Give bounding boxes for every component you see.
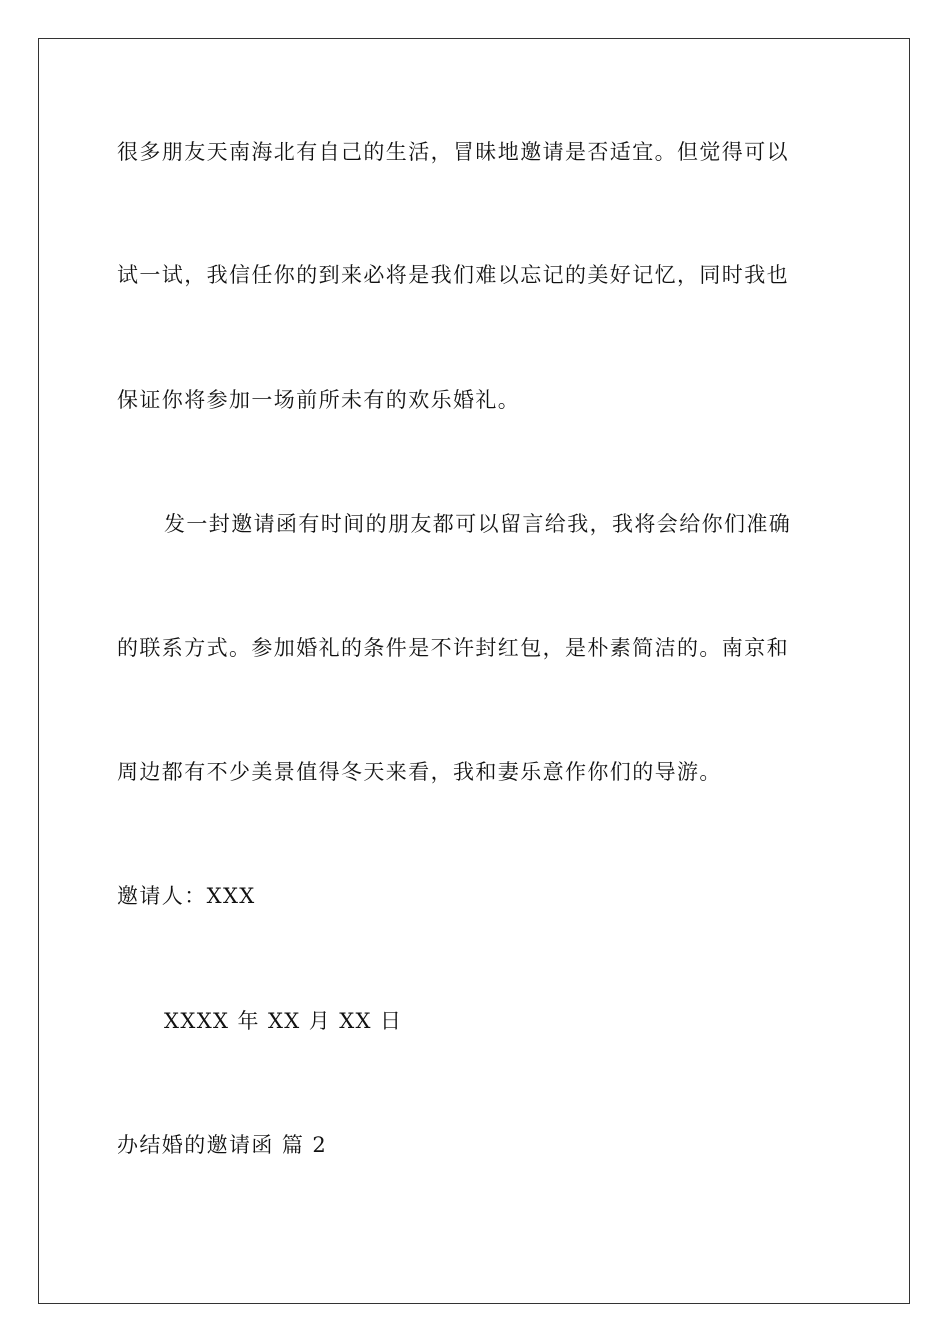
paragraph-line-1: 很多朋友天南海北有自己的生活，冒昧地邀请是否适宜。但觉得可以 bbox=[117, 140, 789, 164]
paragraph-line-4: 发一封邀请函有时间的朋友都可以留言给我，我将会给你们准确 bbox=[164, 512, 792, 536]
paragraph-line-3: 保证你将参加一场前所未有的欢乐婚礼。 bbox=[117, 388, 521, 412]
inviter-signature: 邀请人：XXX bbox=[117, 884, 256, 908]
date-line: XXXX 年 XX 月 XX 日 bbox=[164, 1009, 403, 1033]
paragraph-line-5: 的联系方式。参加婚礼的条件是不许封红包，是朴素简洁的。南京和 bbox=[117, 636, 789, 660]
section-heading: 办结婚的邀请函 篇 2 bbox=[117, 1133, 328, 1157]
page-frame bbox=[38, 38, 910, 1304]
paragraph-line-2: 试一试，我信任你的到来必将是我们难以忘记的美好记忆，同时我也 bbox=[117, 263, 789, 287]
paragraph-line-6: 周边都有不少美景值得冬天来看，我和妻乐意作你们的导游。 bbox=[117, 760, 722, 784]
